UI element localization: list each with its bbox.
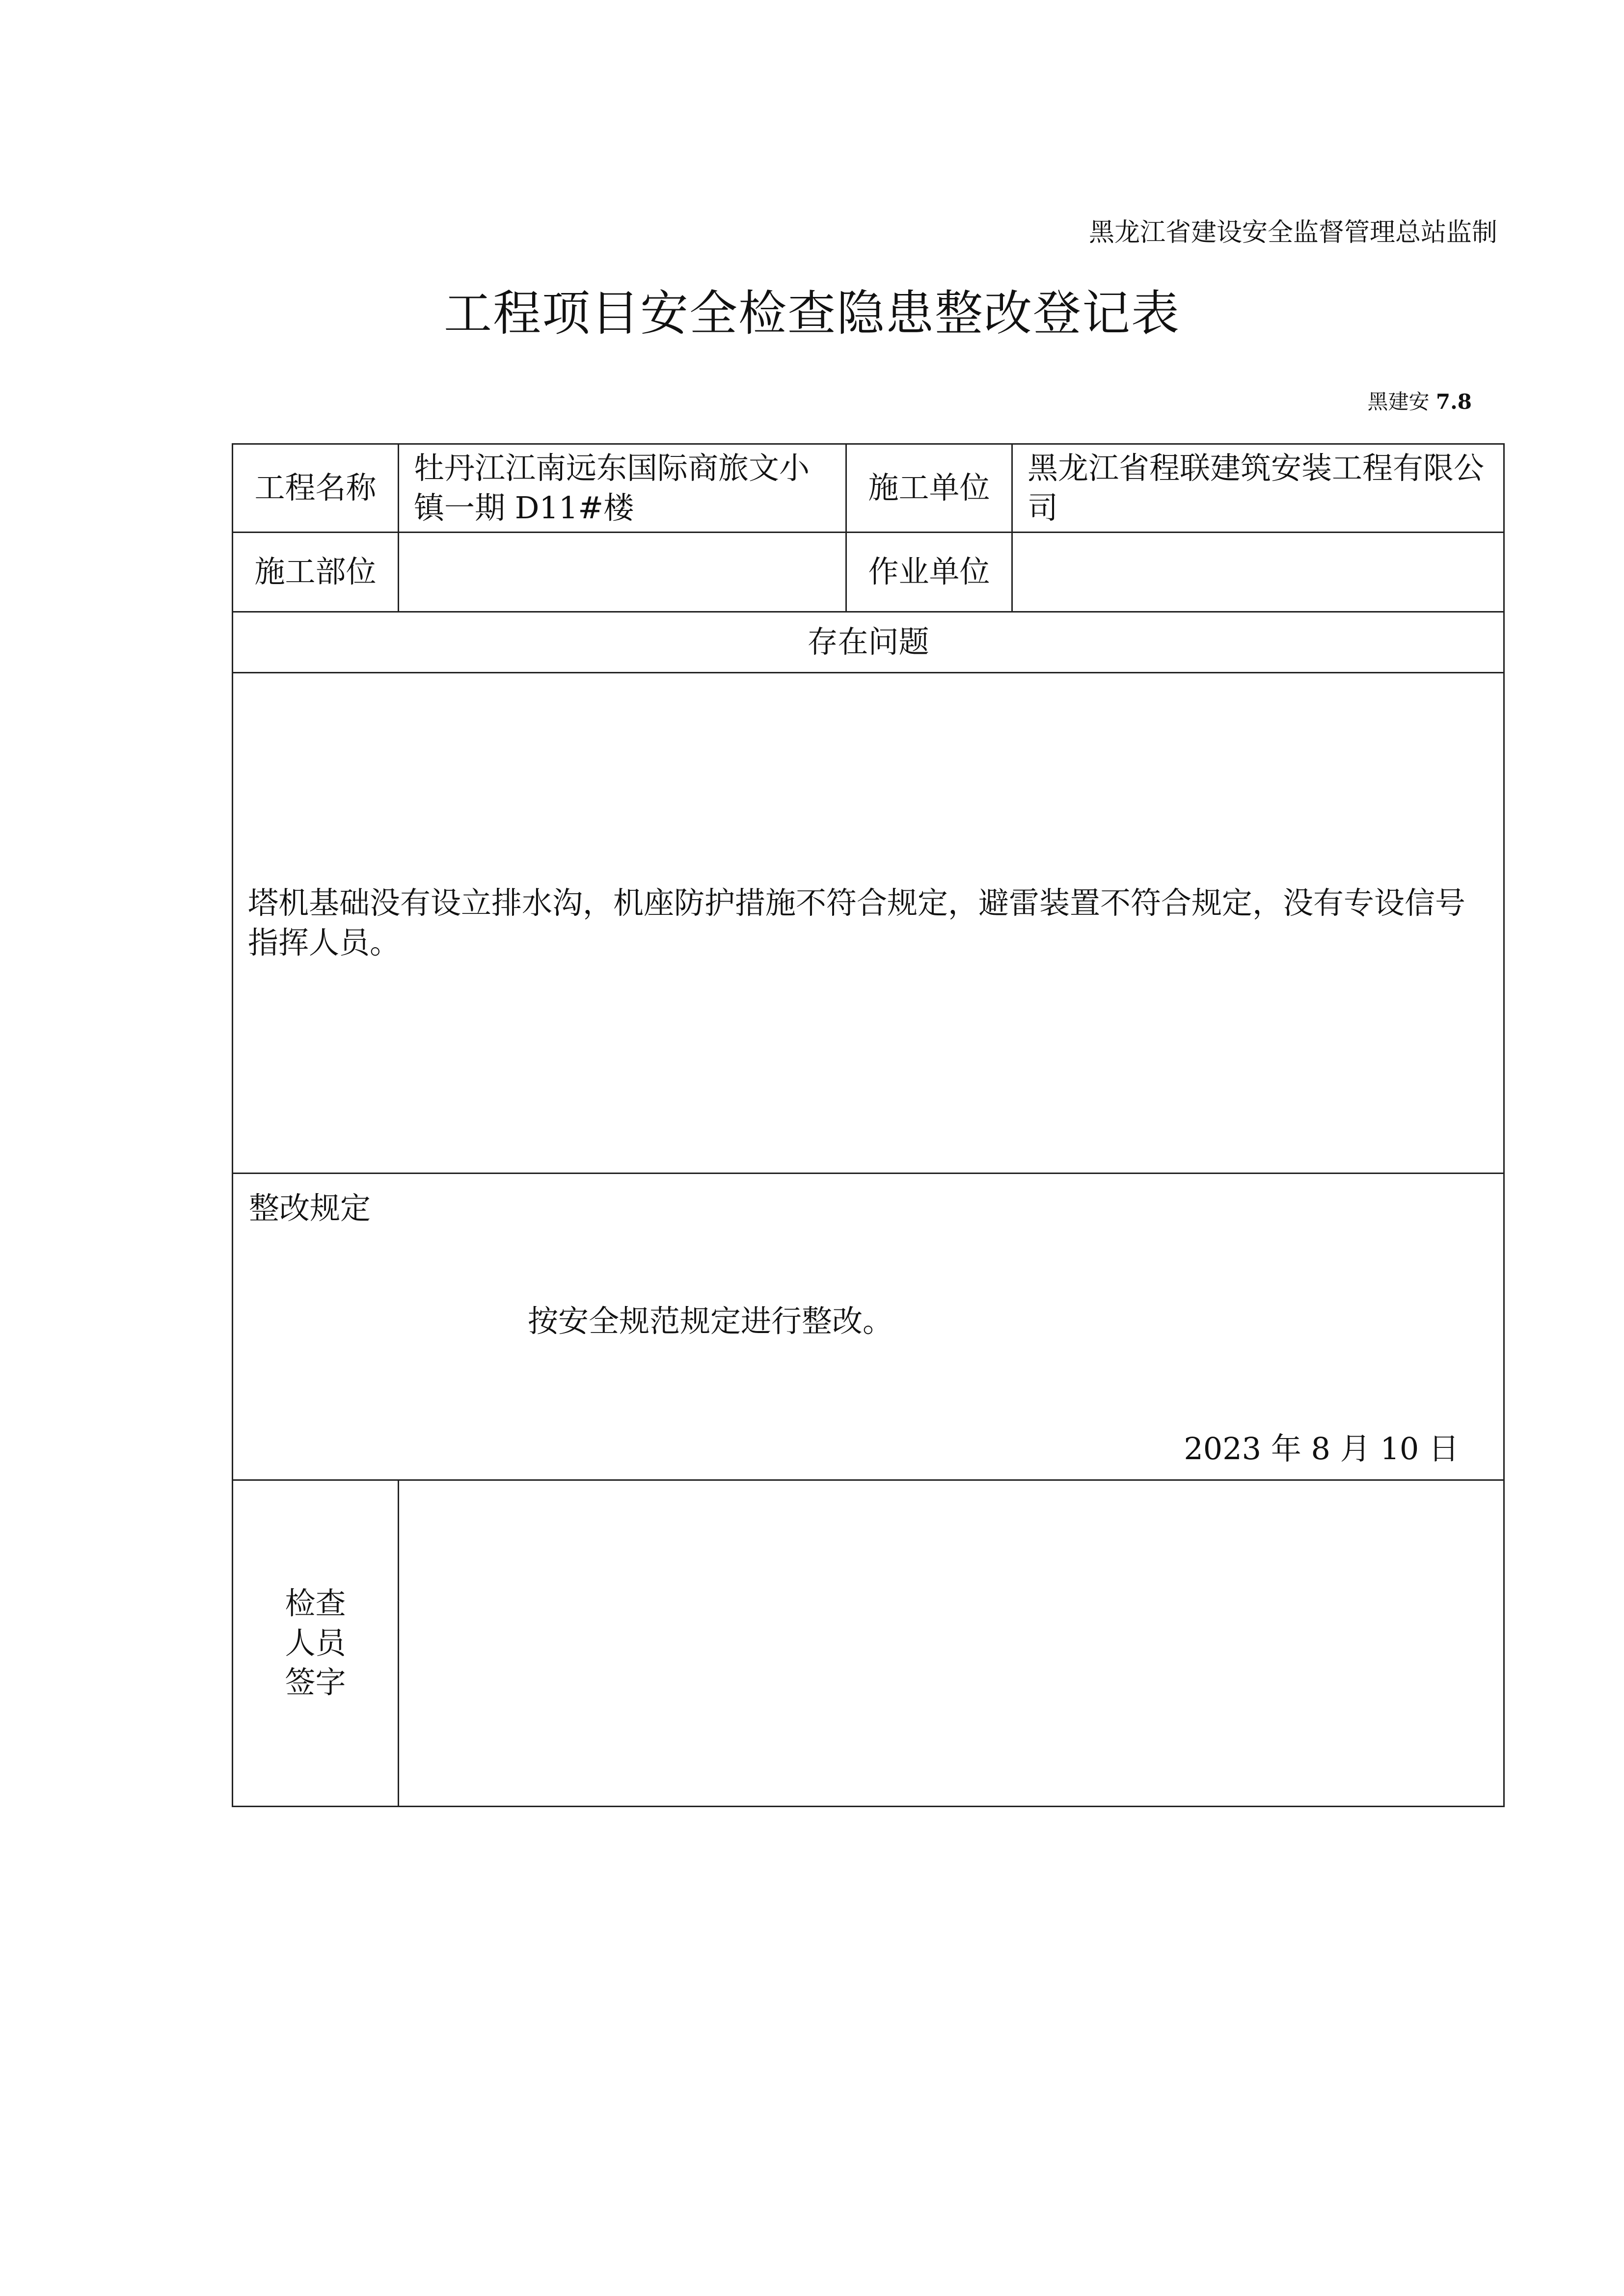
- issues-row: [233, 673, 1504, 1174]
- work-unit-value[interactable]: [1012, 533, 1504, 612]
- inspector-sign-label-line1: 检查: [285, 1585, 346, 1622]
- project-name-value[interactable]: 牡丹江江南远东国际商旅文小镇一期 D11#楼: [399, 444, 846, 533]
- site-row: [233, 533, 1504, 612]
- inspector-sign-label-line3: 签字: [285, 1664, 346, 1701]
- document-title: 工程项目安全检查隐患整改登记表: [443, 286, 1180, 342]
- rectification-text: 按安全规范规定进行整改。: [528, 1303, 893, 1339]
- inspector-sign-label-line2: 人员: [285, 1625, 346, 1661]
- construction-site-label: 施工部位: [233, 533, 399, 612]
- contractor-value[interactable]: 黑龙江省程联建筑安装工程有限公司: [1012, 444, 1504, 533]
- issues-heading-row: [233, 612, 1504, 673]
- issuer-note: 黑龙江省建设安全监督管理总站监制: [1088, 218, 1497, 247]
- form-code-prefix: 黑建安: [1367, 390, 1430, 414]
- rectification-cell[interactable]: [233, 1174, 1504, 1480]
- inspector-sign-label: [233, 1480, 399, 1807]
- contractor-label: 施工单位: [846, 444, 1012, 533]
- rectification-register-table: [232, 443, 1505, 1807]
- form-code: [1368, 392, 1472, 412]
- form-code-number: 7.8: [1435, 390, 1472, 414]
- project-row: [233, 444, 1504, 533]
- construction-site-value[interactable]: [399, 533, 846, 612]
- issues-text[interactable]: 塔机基础没有设立排水沟，机座防护措施不符合规定，避雷装置不符合规定，没有专设信号指挥人员。: [233, 673, 1504, 1174]
- work-unit-label: 作业单位: [846, 533, 1012, 612]
- inspector-signature-field[interactable]: [399, 1480, 1504, 1807]
- inspector-row: [233, 1480, 1504, 1807]
- issues-heading: 存在问题: [233, 612, 1504, 673]
- rectification-label: 整改规定: [249, 1190, 371, 1226]
- rectification-date: 2023 年 8 月 10 日: [1184, 1431, 1459, 1467]
- project-name-label: 工程名称: [233, 444, 399, 533]
- rectification-row: [233, 1174, 1504, 1480]
